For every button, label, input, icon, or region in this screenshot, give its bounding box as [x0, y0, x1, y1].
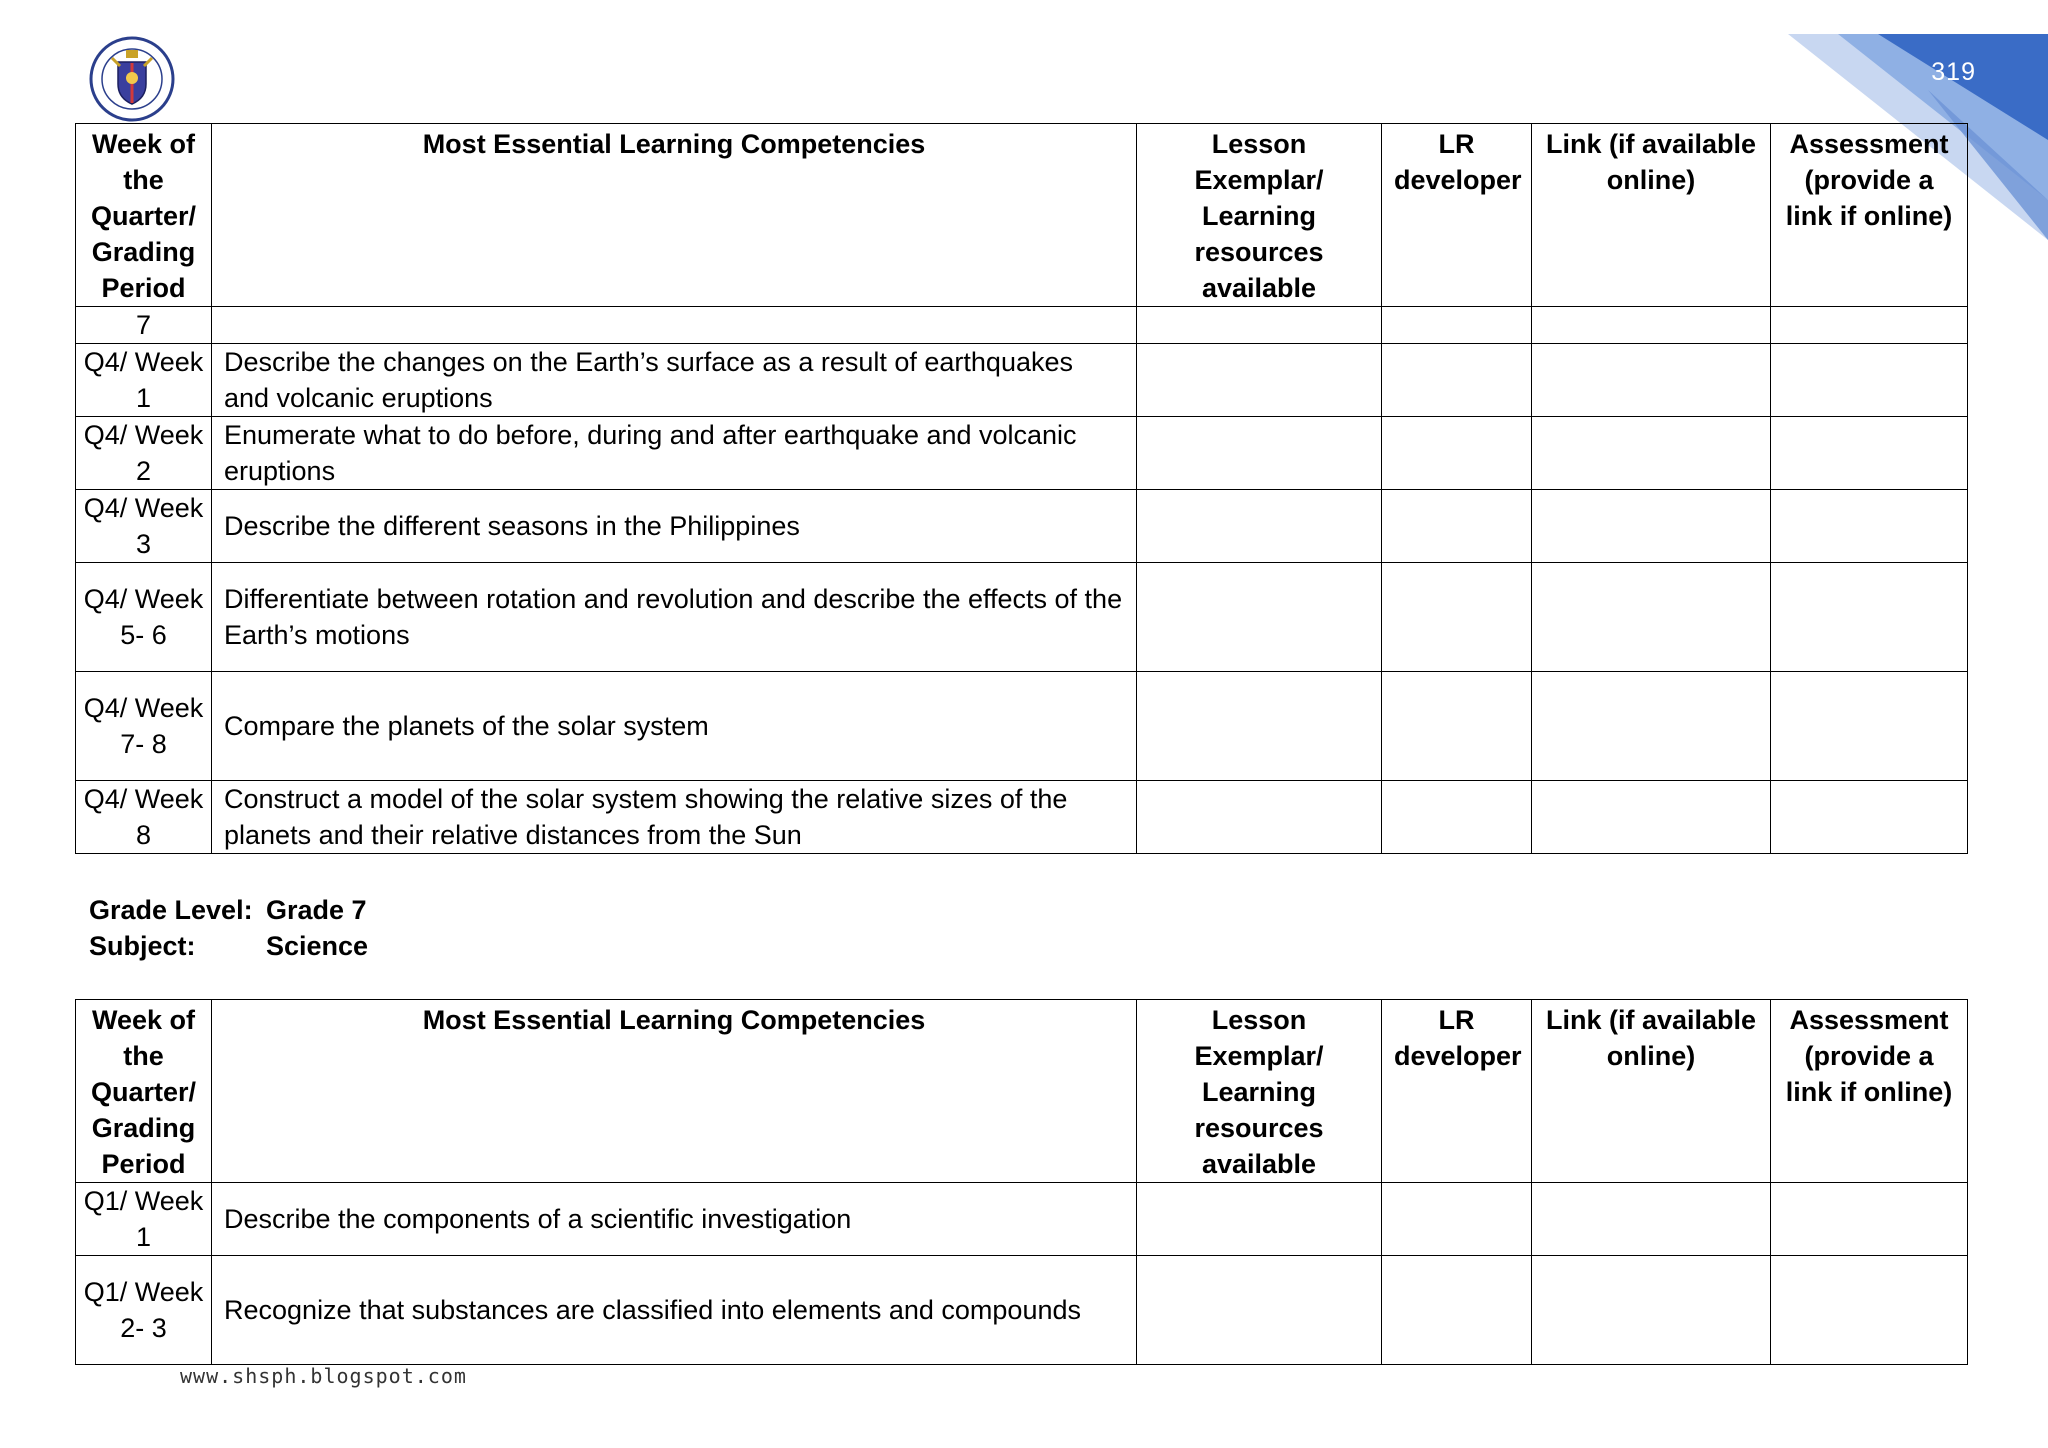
header-assessment: Assessment (provide a link if online) — [1771, 1000, 1968, 1183]
table-row — [76, 672, 1968, 781]
week-cell: Q1/ Week 2- 3 — [76, 1256, 212, 1365]
empty-cell — [1382, 307, 1532, 344]
week-cell: Q4/ Week 8 — [76, 781, 212, 854]
week-cell: Q4/ Week 7- 8 — [76, 672, 212, 781]
grade-level-label: Grade Level: — [89, 895, 253, 925]
competency-cell: Construct a model of the solar system showing the relative sizes of the planets and their relative distances from the Sun — [212, 781, 1137, 854]
competency-cell: Enumerate what to do before, during and after earthquake and volcanic eruptions — [212, 417, 1137, 490]
empty-cell — [1382, 672, 1532, 781]
empty-cell — [1382, 781, 1532, 854]
grade-subject-block — [89, 892, 368, 964]
week-cell: Q4/ Week 5- 6 — [76, 563, 212, 672]
table-header-row — [76, 124, 1968, 307]
header-lesson-exemplar: Lesson Exemplar/ Learning resources available — [1137, 1000, 1382, 1183]
empty-cell — [1771, 672, 1968, 781]
empty-cell — [1382, 1256, 1532, 1365]
empty-cell — [1532, 417, 1771, 490]
week-cell: Q4/ Week 1 — [76, 344, 212, 417]
week-cell: Q1/ Week 1 — [76, 1183, 212, 1256]
empty-cell — [1771, 344, 1968, 417]
header-competencies: Most Essential Learning Competencies — [212, 1000, 1137, 1183]
empty-cell — [1771, 307, 1968, 344]
empty-cell — [1532, 344, 1771, 417]
grade-level-value: Grade 7 — [266, 895, 367, 925]
table-row — [76, 417, 1968, 490]
header-link: Link (if available online) — [1532, 124, 1771, 307]
header-assessment: Assessment (provide a link if online) — [1771, 124, 1968, 307]
empty-cell — [1532, 1256, 1771, 1365]
empty-cell — [1137, 417, 1382, 490]
table-row — [76, 1256, 1968, 1365]
deped-seal-icon — [84, 36, 180, 122]
empty-cell — [1771, 1256, 1968, 1365]
empty-cell — [1137, 490, 1382, 563]
competencies-table-1 — [75, 123, 1968, 854]
week-cell: Q4/ Week 2 — [76, 417, 212, 490]
subject-label: Subject: — [89, 931, 196, 961]
header-link: Link (if available online) — [1532, 1000, 1771, 1183]
empty-cell — [1382, 344, 1532, 417]
table-row — [76, 563, 1968, 672]
header-week: Week of the Quarter/ Grading Period — [76, 124, 212, 307]
table-row — [76, 1183, 1968, 1256]
header-lr-developer: LR developer — [1382, 1000, 1532, 1183]
table-header-row — [76, 1000, 1968, 1183]
empty-cell — [1382, 1183, 1532, 1256]
competency-cell: Describe the changes on the Earth’s surface as a result of earthquakes and volcanic eruptions — [212, 344, 1137, 417]
competency-cell: Describe the different seasons in the Philippines — [212, 490, 1137, 563]
empty-cell — [1137, 344, 1382, 417]
empty-cell — [1532, 672, 1771, 781]
empty-cell — [1532, 563, 1771, 672]
header-competencies: Most Essential Learning Competencies — [212, 124, 1137, 307]
week-cell: 7 — [76, 307, 212, 344]
empty-cell — [1532, 781, 1771, 854]
header-lesson-exemplar: Lesson Exemplar/ Learning resources available — [1137, 124, 1382, 307]
week-cell: Q4/ Week 3 — [76, 490, 212, 563]
empty-cell — [1137, 563, 1382, 672]
empty-cell — [1137, 672, 1382, 781]
empty-cell — [1382, 417, 1532, 490]
competencies-table-2 — [75, 999, 1968, 1365]
competency-cell: Differentiate between rotation and revolution and describe the effects of the Earth’s motions — [212, 563, 1137, 672]
empty-cell — [1532, 490, 1771, 563]
table-row — [76, 344, 1968, 417]
competency-cell: Recognize that substances are classified into elements and compounds — [212, 1256, 1137, 1365]
page-number: 319 — [1931, 58, 1976, 86]
table-row — [76, 781, 1968, 854]
empty-cell — [1137, 1256, 1382, 1365]
header-lr-developer: LR developer — [1382, 124, 1532, 307]
footer-url: www.shsph.blogspot.com — [180, 1364, 467, 1388]
empty-cell — [1382, 490, 1532, 563]
empty-cell — [1532, 1183, 1771, 1256]
empty-cell — [1771, 490, 1968, 563]
competency-cell: Compare the planets of the solar system — [212, 672, 1137, 781]
empty-cell — [1532, 307, 1771, 344]
competency-cell — [212, 307, 1137, 344]
table-row — [76, 490, 1968, 563]
table-row — [76, 307, 1968, 344]
empty-cell — [1771, 417, 1968, 490]
empty-cell — [1137, 307, 1382, 344]
subject-value: Science — [266, 931, 369, 961]
empty-cell — [1137, 781, 1382, 854]
empty-cell — [1771, 1183, 1968, 1256]
empty-cell — [1382, 563, 1532, 672]
empty-cell — [1771, 781, 1968, 854]
empty-cell — [1137, 1183, 1382, 1256]
competency-cell: Describe the components of a scientific investigation — [212, 1183, 1137, 1256]
empty-cell — [1771, 563, 1968, 672]
header-week: Week of the Quarter/ Grading Period — [76, 1000, 212, 1183]
